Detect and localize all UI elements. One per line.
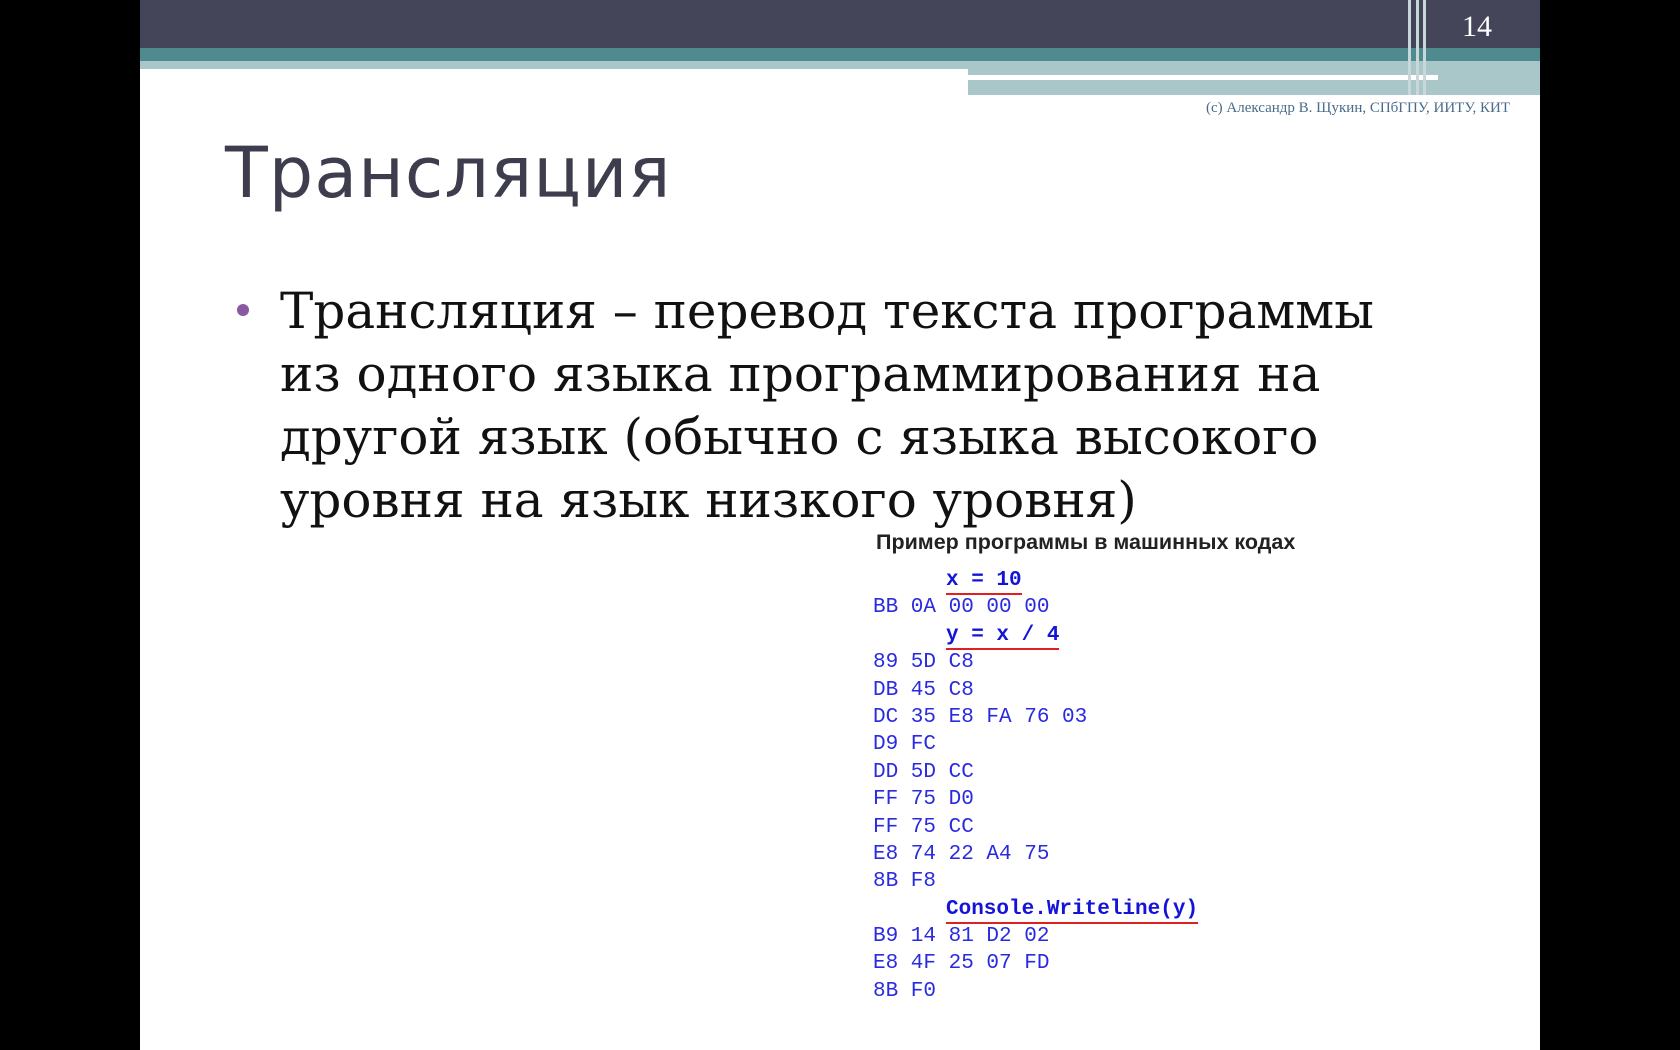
machine-code-text: D9 FC — [873, 733, 937, 757]
source-code-line — [873, 567, 1198, 594]
machine-code-text: DD 5D CC — [873, 760, 974, 784]
machine-code-text: FF 75 CC — [873, 815, 974, 839]
machine-code-line — [873, 814, 1198, 841]
machine-code-line — [873, 786, 1198, 813]
copyright-note: (c) Александр В. Щукин, СПбГПУ, ИИТУ, КИТ — [1205, 100, 1510, 116]
source-code-text: x = 10 — [946, 569, 1022, 595]
slide-number: 14 — [1462, 10, 1492, 43]
machine-code-text: B9 14 81 D2 02 — [873, 925, 1050, 949]
header-teal-bar — [140, 48, 1540, 61]
bullet-text: Трансляция – перевод текста программы из одного языка программирования на другой язык (обычно с языка высокого уровня на язык низкого уровня) — [280, 282, 1374, 529]
code-example-caption: Пример программы в машинных кодах — [876, 530, 1296, 554]
source-code-text: y = x / 4 — [946, 624, 1059, 650]
machine-code-text: DB 45 C8 — [873, 678, 974, 702]
source-code-text: Console.Writeline(y) — [946, 898, 1198, 924]
machine-code-line — [873, 978, 1198, 1005]
machine-code-text: 89 5D C8 — [873, 651, 974, 675]
source-code-line — [873, 896, 1198, 923]
machine-code-line — [873, 923, 1198, 950]
bullet-icon — [237, 304, 249, 316]
machine-code-text: 8B F0 — [873, 979, 937, 1003]
header-divider-line — [1408, 0, 1411, 95]
machine-code-line — [873, 841, 1198, 868]
header-right-stripe — [968, 75, 1438, 80]
header-divider-line — [1423, 0, 1426, 95]
machine-code-line — [873, 677, 1198, 704]
header-dark-bar — [140, 0, 1540, 48]
machine-code-text: BB 0A 00 00 00 — [873, 596, 1050, 620]
machine-code-line — [873, 731, 1198, 758]
machine-code-text: E8 74 22 A4 75 — [873, 842, 1050, 866]
header-light-bar — [140, 61, 970, 69]
machine-code-line — [873, 594, 1198, 621]
machine-code-text: FF 75 D0 — [873, 788, 974, 812]
machine-code-line — [873, 649, 1198, 676]
source-code-line — [873, 622, 1198, 649]
machine-code-line — [873, 950, 1198, 977]
code-example-block — [873, 567, 1198, 1005]
slide-title: Трансляция — [225, 132, 672, 214]
machine-code-text: 8B F8 — [873, 870, 937, 894]
machine-code-line — [873, 868, 1198, 895]
header-divider-line — [1416, 0, 1419, 95]
machine-code-text: DC 35 E8 FA 76 03 — [873, 705, 1088, 729]
slide — [140, 0, 1540, 1050]
machine-code-line — [873, 759, 1198, 786]
machine-code-line — [873, 704, 1198, 731]
machine-code-text: E8 4F 25 07 FD — [873, 952, 1050, 976]
